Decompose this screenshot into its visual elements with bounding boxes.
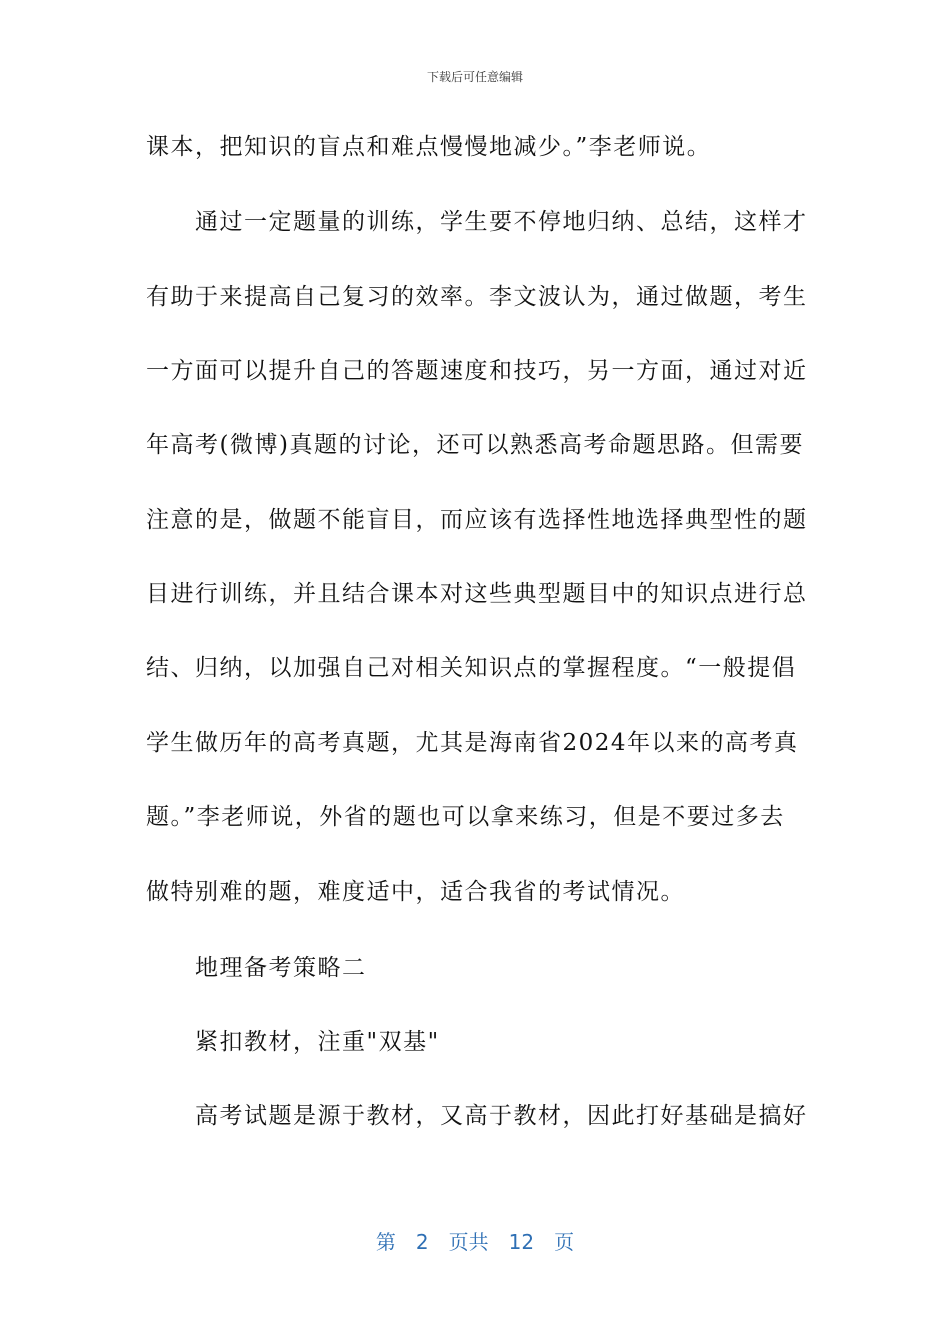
text-line: 题。”李老师说，外省的题也可以拿来练习，但是不要过多去 [146, 804, 785, 830]
text-line: 注意的是，做题不能盲目，而应该有选择性地选择典型性的题 [146, 507, 808, 533]
text-line: 高考试题是源于教材，又高于教材，因此打好基础是搞好 [146, 1103, 808, 1129]
text-line: 学生做历年的高考真题，尤其是海南省2024年以来的高考真 [146, 730, 799, 756]
text-line: 目进行训练，并且结合课本对这些典型题目中的知识点进行总 [146, 581, 808, 607]
page-footer: 第 2 页共 12 页 [375, 1230, 575, 1254]
text-line: 一方面可以提升自己的答题速度和技巧，另一方面，通过对近 [146, 358, 808, 384]
text-line: 课本，把知识的盲点和难点慢慢地减少。”李老师说。 [146, 134, 712, 160]
text-line: 做特别难的题，难度适中，适合我省的考试情况。 [146, 879, 685, 905]
section-heading: 地理备考策略二 [146, 955, 367, 981]
text-line: 年高考(微博)真题的讨论，还可以熟悉高考命题思路。但需要 [146, 432, 804, 458]
subsection-heading: 紧扣教材，注重"双基" [146, 1029, 440, 1055]
text-line: 结、归纳，以加强自己对相关知识点的掌握程度。“一般提倡 [146, 655, 797, 681]
text-line: 有助于来提高自己复习的效率。李文波认为，通过做题，考生 [146, 284, 808, 310]
header-note: 下载后可任意编辑 [426, 70, 523, 84]
text-line: 通过一定题量的训练，学生要不停地归纳、总结，这样才 [146, 209, 808, 235]
